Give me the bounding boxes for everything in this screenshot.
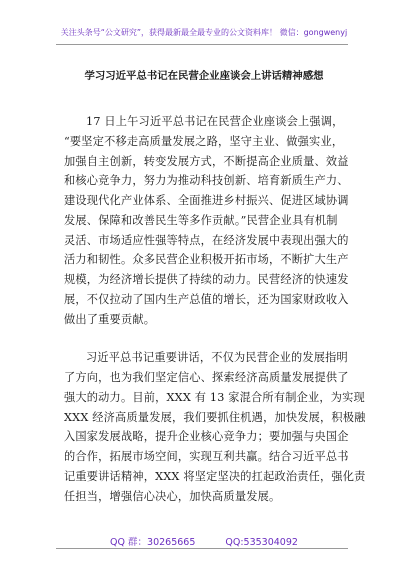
body-line: 的合作，拓展市场空间，实现互利共赢。结合习近平总书 — [64, 450, 349, 463]
body-line: 习近平总书记重要讲话，不仅为民营企业的发展指明 — [86, 351, 348, 365]
body-line: 入国家发展战略，提升企业核心竞争力；要加强与央国企 — [64, 430, 349, 444]
body-line: 灵活、市场适应性强等特点，在经济发展中表现出强大的 — [64, 233, 349, 247]
body-line: 规模，为经济增长提供了持续的动力。民营经济的快速发 — [64, 273, 349, 286]
body-line: 和核心竞争力，努力为推动科技创新、培育新质生产力、 — [64, 174, 349, 188]
footer-qq-group: QQ 群：30265665 — [110, 537, 196, 548]
body-line: 活力和韧性。众多民营企业积极开拓市场，不断扩大生产 — [64, 253, 349, 267]
body-line: 展，不仅拉动了国内生产总值的增长，还为国家财政收入 — [64, 292, 349, 306]
body-line: XXX 经济高质量发展，我们要抓住机遇，加快发展，积极融 — [64, 410, 366, 424]
header-divider — [56, 44, 348, 45]
body-line: 记重要讲话精神，XXX 将坚定坚决的扛起政治责任，强化责 — [64, 469, 366, 483]
body-line: 17 日上午习近平总书记在民营企业座谈会上强调， — [86, 115, 344, 128]
body-line: 任担当，增强信心决心，加快高质量发展。 — [64, 489, 281, 503]
body-line: 发展、保障和改善民生等多作贡献。”民营企业具有机制 — [64, 213, 338, 227]
body-line: “要坚定不移走高质量发展之路，坚守主业、做强实业， — [64, 134, 344, 148]
body-line: 做出了重要贡献。 — [64, 312, 156, 326]
paragraph-gap — [64, 329, 354, 348]
footer-qq: QQ:535304092 — [225, 537, 298, 548]
document-title: 学习习近平总书记在民营企业座谈会上讲话精神感想 — [84, 70, 324, 82]
footer-contact — [0, 534, 408, 548]
footer-divider — [56, 548, 348, 549]
header-promo-text: 关注头条号“公文研究”，获得最新最全最专业的公文资料库！ 微信：gongwenyj — [60, 28, 348, 37]
body-line: 了方向，也为我们坚定信心、探索经济高质量发展提供了 — [64, 371, 349, 384]
paragraph-2 — [64, 348, 366, 506]
body-line: 加强自主创新，转变发展方式，不断提高企业质量、效益 — [64, 154, 349, 168]
paragraph-1 — [64, 112, 354, 329]
body-line: 强大的动力。目前，XXX 有 13 家混合所有制企业，为实现 — [64, 390, 365, 404]
document-body — [64, 112, 366, 506]
body-line: 建设现代化产业体系、全面推进乡村振兴、促进区域协调 — [64, 194, 349, 207]
